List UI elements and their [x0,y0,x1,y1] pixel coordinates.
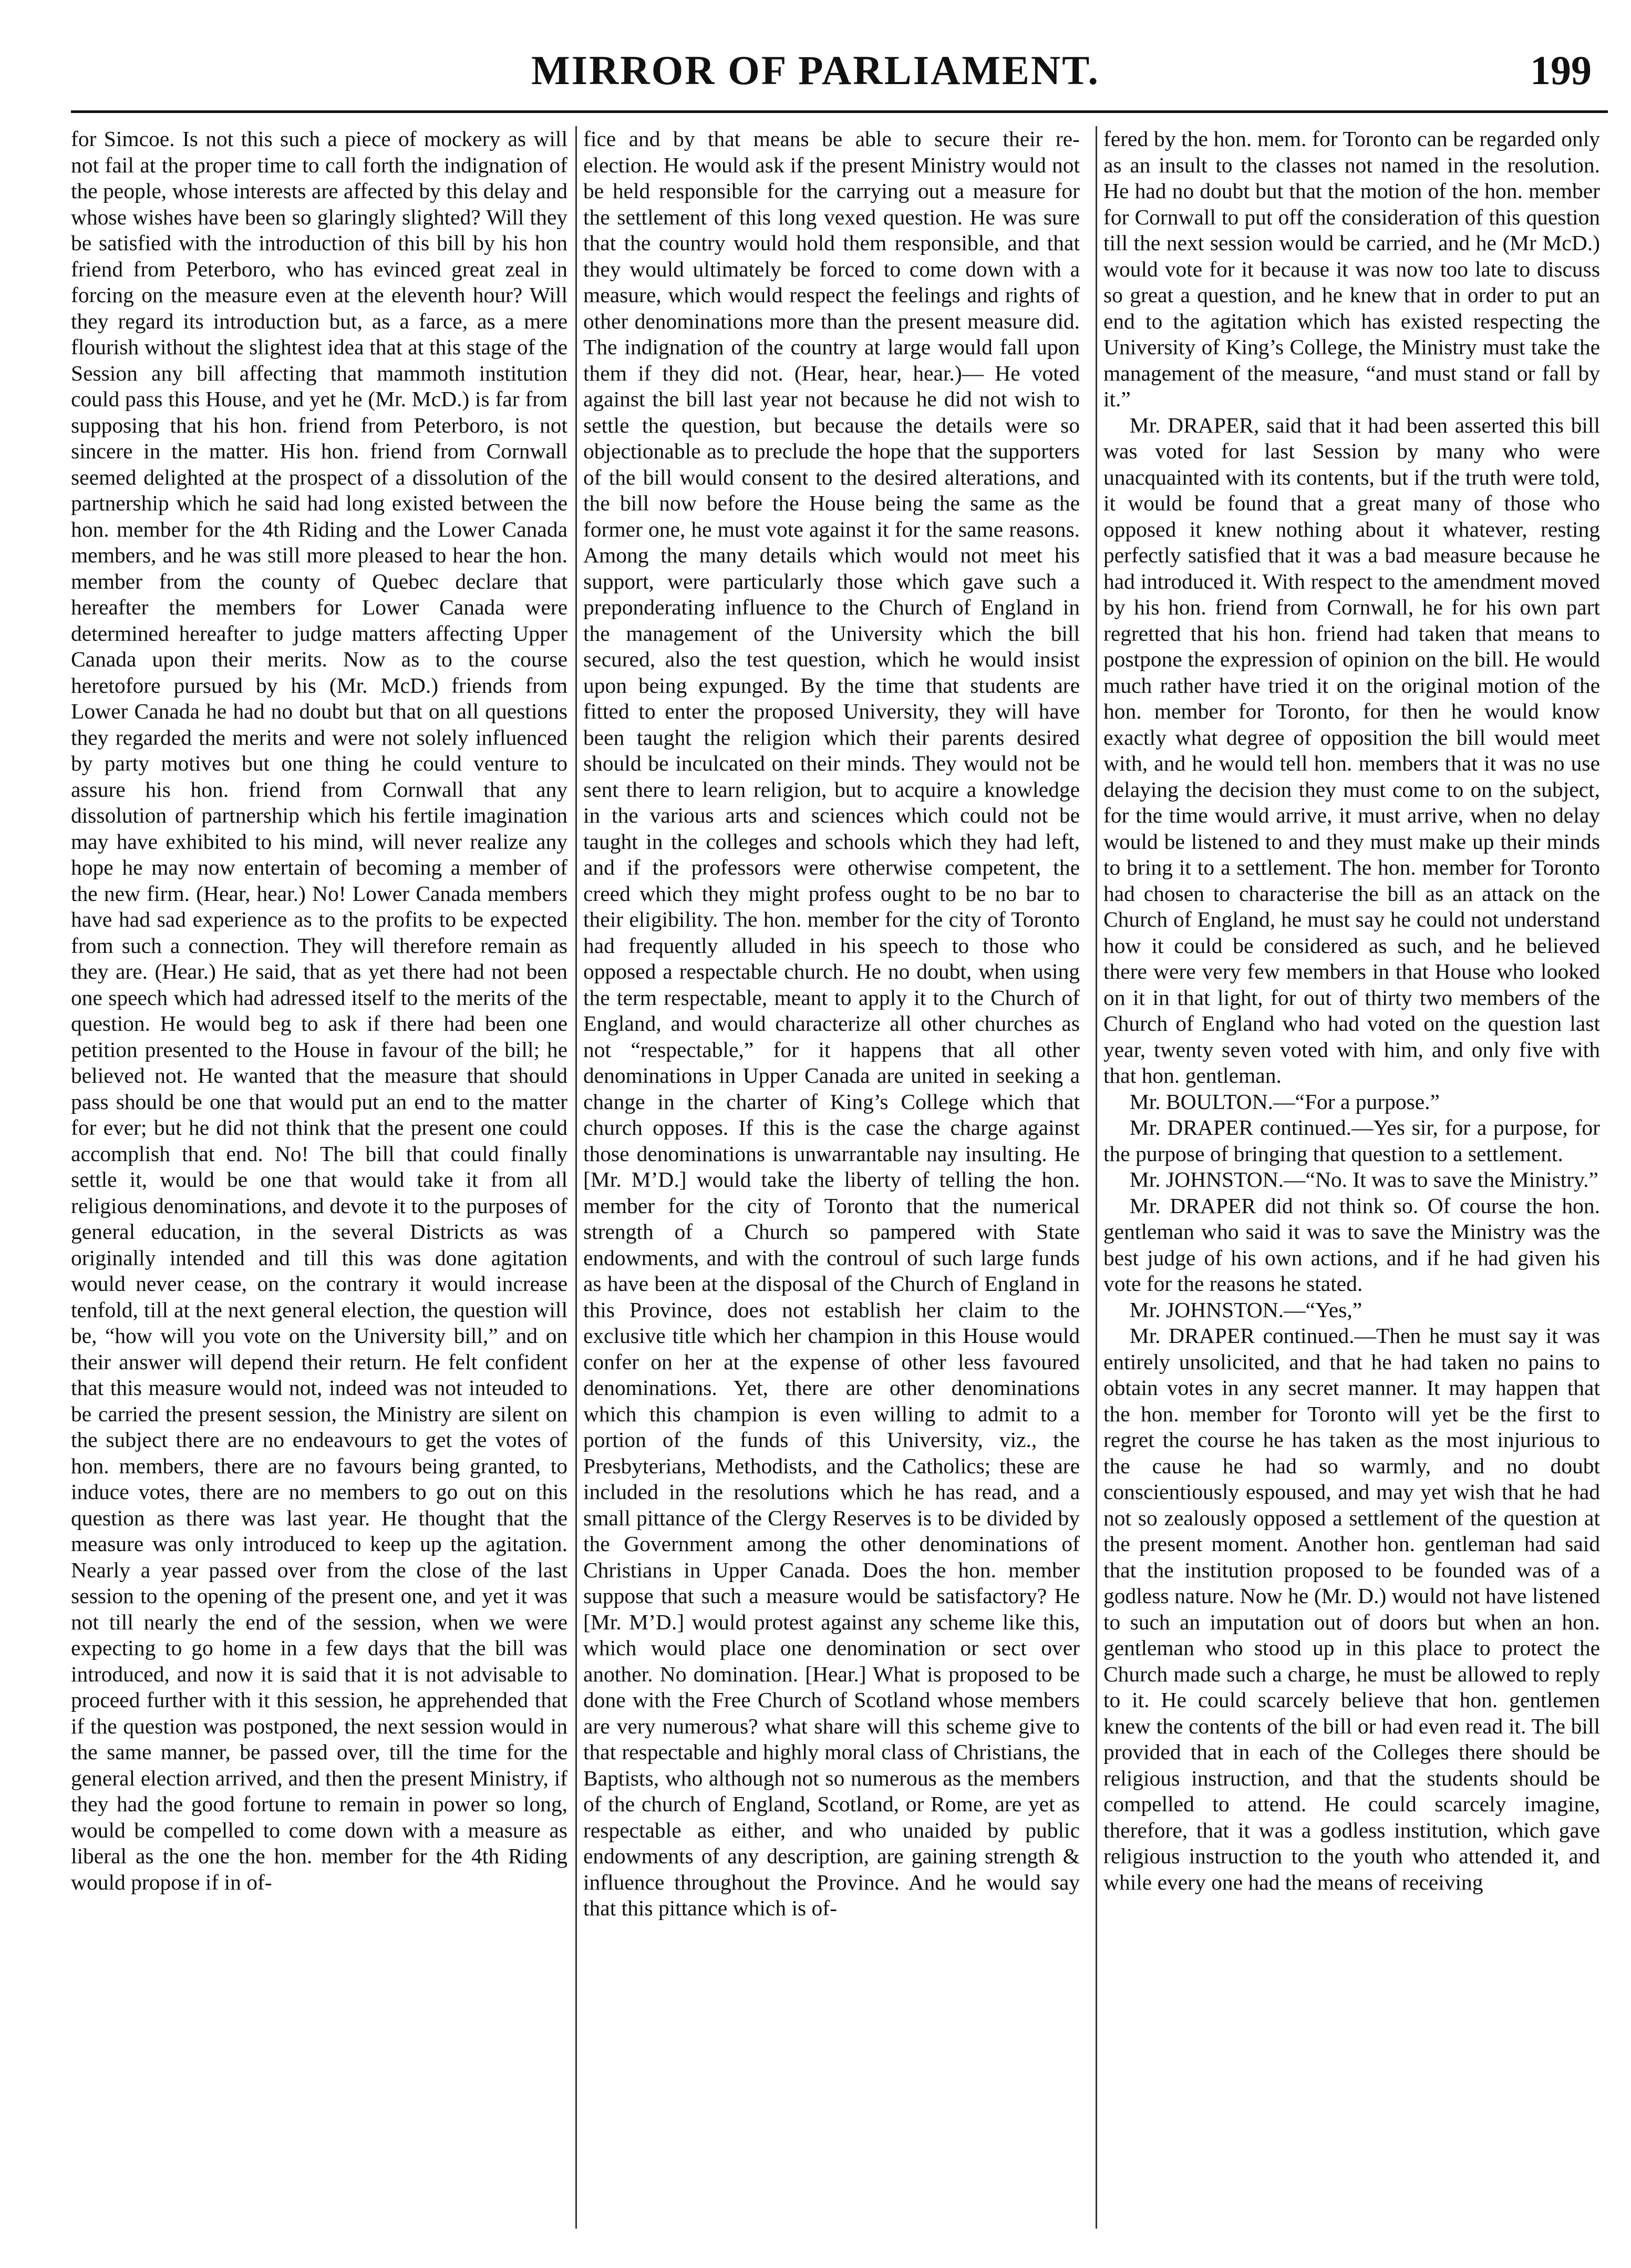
paragraph: Mr. JOHNSTON.—“Yes,” [1129,1297,1362,1322]
paragraph: Mr. DRAPER continued.—Then he must say it was entirely unsolicited, and that he had taken no pains to obtain votes in any secret manner. It may happen that the hon. member for Toronto will yet be the first to regret the course he has taken as the most injurious to the cause he had so warmly, and no doubt conscientiously espoused, and may yet wish that he had not so zealously opposed a settlement of the question at the present moment. Another hon. gentleman had said that the institution proposed to be founded was of a godless nature. Now he (Mr. D.) would not have listened to such an imputation out of doors but when an hon. gentleman who stood up in this place to protect the Church made such a charge, he must be allowed to reply to it. He could scarcely believe that hon. gentlemen knew the contents of the bill or had even read it. The bill provided that in each of the Colleges there should be religious instruction, and that the students should be compelled to attend. He could scarcely imagine, therefore, that it was a godless institution, which gave religious instruction to the youth who attended it, and while every one had the means of receiving [1103,1323,1600,1894]
paragraph: Mr. DRAPER, said that it had been asserted this bill was voted for last Session by many who were unacquainted with its contents, but if the truth were told, it would be found that a great many of those who opposed it knew nothing about it whatever, resting perfectly satisfied that it was a bad measure because he had introduced it. With respect to the amendment moved by his hon. friend from Cornwall, he for his own part regretted that his hon. friend had taken that means to postpone the expression of opinion on the bill. He would much rather have tried it on the original motion of the hon. member for Toronto, for then he would know exactly what degree of opposition the bill would meet with, and he would tell hon. members that it was no use delaying the decision they must come to on the subject, for the time would arrive, it must arrive, when no delay would be listened to and they must make up their minds to bring it to a settlement. The hon. member for Toronto had chosen to characterise the bill as an attack on the Church of England, he must say he could not understand how it could be considered as such, and he believed there were very few members in that House who looked on it in that light, for out of thirty two members of the Church of England who had voted on the question last year, twenty seven voted with him, and only five with that hon. gentleman. [1103,413,1600,1087]
paragraph: fered by the hon. mem. for Toronto can be regarded only as an insult to the classes not named in the resolution. He had no doubt but that the motion of the hon. member for Cornwall to put off the consideration of this question till the next session would be carried, and he (Mr McD.) would vote for it because it was now too late to discuss so great a question, and he knew that in order to put an end to the agitation which has existed respecting the University of King’s College, the Ministry must take the management of the measure, “and must stand or fall by it.” [1103,127,1600,411]
paragraph: Mr. DRAPER did not think so. Of course the hon. gentleman who said it was to save the Ministry was the best judge of his own actions, and if he had given his vote for the reasons he stated. [1103,1193,1600,1296]
paragraph: Mr. DRAPER continued.—Yes sir, for a purpose, for the purpose of bringing that question to a settlement. [1103,1115,1600,1166]
column-1 [71,126,567,2229]
column-2 [583,126,1080,2229]
paragraph: Mr. BOULTON.—“For a purpose.” [1129,1089,1440,1114]
paragraph: for Simcoe. Is not this such a piece of mockery as will not fail at the proper time to call forth the indignation of the people, whose interests are affected by this delay and whose wishes have been so glaringly slighted? Will they be satisfied with the introduction of this bill by his hon friend from Peterboro, who has evinced great zeal in forcing on the measure even at the eleventh hour? Will they regard its introduction but, as a farce, as a mere flourish without the slightest idea that at this stage of the Session any bill affecting that mammoth institution could pass this House, and yet he (Mr. McD.) is far from supposing that his hon. friend from Peterboro, is not sincere in the matter. His hon. friend from Cornwall seemed delighted at the prospect of a dissolution of the partnership which he said had long existed between the hon. member for the 4th Riding and the Lower Canada members, and he was still more pleased to hear the hon. member from the county of Quebec declare that hereafter the members for Lower Canada were determined hereafter to judge matters affecting Upper Canada upon their merits. Now as to the course heretofore pursued by his (Mr. McD.) friends from Lower Canada he had no doubt but that on all questions they regarded the merits and were not solely influenced by party motives but one thing he could venture to assure his hon. friend from Cornwall that any dissolution of partnership which his fertile imagination may have exhibited to his mind, will never realize any hope he may now entertain of becoming a member of the new firm. (Hear, hear.) No! Lower Canada members have had sad experience as to the profits to be expected from such a connection. They will therefore remain as they are. (Hear.) He said, that as yet there had not been one speech which had adressed itself to the merits of the question. He would beg to ask if there had been one petition presented to the House in favour of the bill; he believed not. He wanted that the measure that should pass should be one that would put an end to the matter for ever; but he did not think that the present one could accomplish that end. No! The bill that could finally settle it, would be one that would take it from all religious denominations, and devote it to the purposes of general education, in the several Districts as was originally intended and till this was done agitation would never cease, on the contrary it would increase tenfold, till at the next general election, the question will be, “how will you vote on the University bill,” and on their answer will depend their return. He felt confident that this measure would not, indeed was not inteuded to be carried the present session, the Ministry are silent on the subject there are no endeavours to get the votes of hon. members, there are no favours being granted, to induce votes, there are no members to go out on this question as there was last year. He thought that the measure was only introduced to keep up the agitation. Nearly a year passed over from the close of the last session to the opening of the present one, and yet it was not till nearly the end of the session, when we were expecting to go home in a few days that the bill was introduced, and now it is said that it is not advisable to proceed further with it this session, he apprehended that if the question was postponed, the next session would in the same manner, be passed over, till the time for the general election arrived, and then the present Ministry, if they had the good fortune to remain in power so long, would be compelled to come down with a measure as liberal as the one the hon. member for the 4th Riding would propose if in of- [71,127,567,1894]
page-header [0,0,1631,110]
column-divider [1096,126,1097,2229]
text-columns [71,126,1608,2229]
page-number: 199 [1530,47,1592,93]
header-rule [71,110,1608,113]
column-divider [575,126,577,2229]
running-title: MIRROR OF PARLIAMENT. [531,47,1100,93]
paragraph: fice and by that means be able to secure their re-election. He would ask if the present Ministry would not be held responsible for the carrying out a measure for the settlement of this long vexed question. He was sure that the country would hold them responsible, and that they would ultimately be forced to come down with a measure, which would respect the feelings and rights of other denominations more than the present measure did. The indignation of the country at large would fall upon them if they did not. (Hear, hear, hear.)— He voted against the bill last year not because he did not wish to settle the question, but because the details were so objectionable as to preclude the hope that the supporters of the bill would consent to the desired alterations, and the bill now before the House being the same as the former one, he must vote against it for the same reasons. Among the many details which would not meet his support, were particularly those which gave such a preponderating influence to the Church of England in the management of the University which the bill secured, also the test question, which he would insist upon being expunged. By the time that students are fitted to enter the proposed University, they will have been taught the religion which their parents desired should be inculcated on their minds. They would not be sent there to learn religion, but to acquire a knowledge in the various arts and sciences which could not be taught in the colleges and schools which they had left, and if the professors were otherwise competent, the creed which they might profess ought to be no bar to their eligibility. The hon. member for the city of Toronto had frequently alluded in his speech to those who opposed a respectable church. He no doubt, when using the term respectable, meant to apply it to the Church of England, and would characterize all other churches as not “respectable,” for it happens that all other denominations in Upper Canada are united in seeking a change in the charter of King’s College which that church opposes. If this is the case the charge against those denominations is unwarrantable nay insulting. He [Mr. M’D.] would take the liberty of telling the hon. member for the city of Toronto that the numerical strength of a Church so pampered with State endowments, and with the controul of such large funds as have been at the disposal of the Church of England in this Province, does not establish her claim to the exclusive title which her champion in this House would confer on her at the expense of other less favoured denominations. Yet, there are other denominations which this champion is even willing to admit to a portion of the funds of this University, viz., the Presbyterians, Methodists, and the Catholics; these are included in the resolutions which he has read, and a small pittance of the Clergy Reserves is to be divided by the Government among the other denominations of Christians in Upper Canada. Does the hon. member suppose that such a measure would be satisfactory? He [Mr. M’D.] would protest against any scheme like this, which would place one denomination or sect over another. No domination. [Hear.] What is proposed to be done with the Free Church of Scotland whose members are very numerous? what share will this scheme give to that respectable and highly moral class of Christians, the Baptists, who although not so numerous as the members of the church of England, Scotland, or Rome, are yet as respectable as either, and who unaided by public endowments of any description, are gaining strength & influence throughout the Province. And he would say that this pittance which is of- [583,127,1080,1920]
paragraph: Mr. JOHNSTON.—“No. It was to save the Ministry.” [1129,1167,1598,1192]
column-3 [1103,126,1600,2229]
